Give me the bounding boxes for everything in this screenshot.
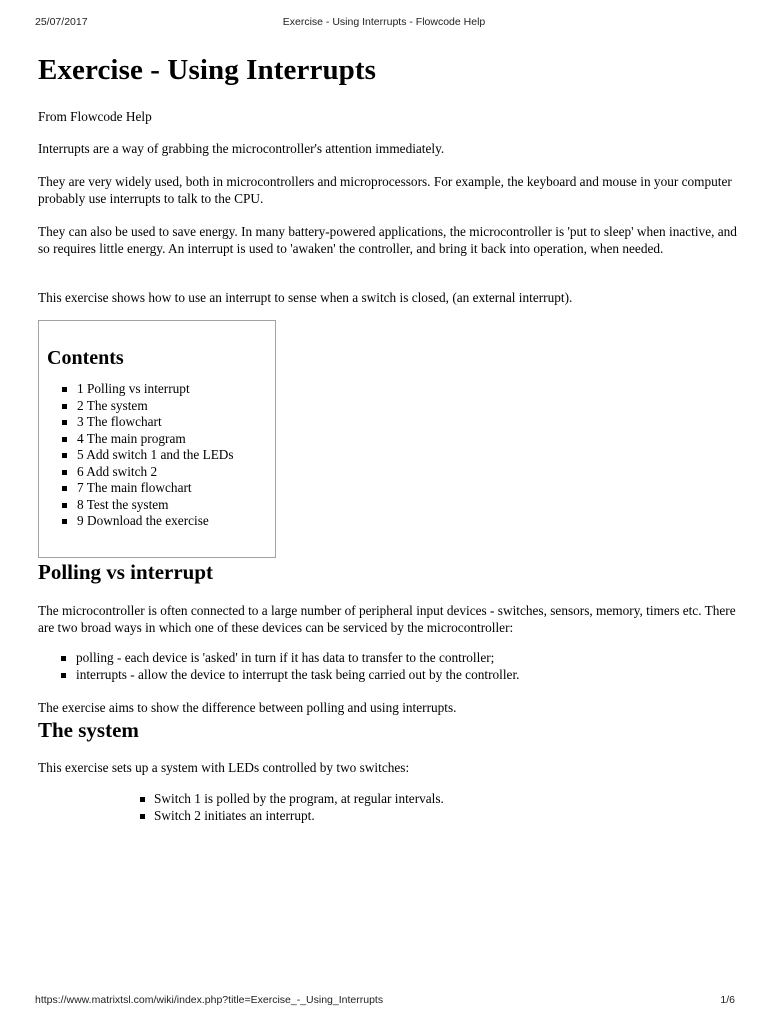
section-paragraph: The exercise aims to show the difference between polling and using interrupts. bbox=[38, 700, 457, 715]
table-of-contents bbox=[38, 320, 276, 558]
bullet-list bbox=[38, 791, 738, 824]
toc-item-the-main-program[interactable]: 4 The main program bbox=[47, 431, 267, 448]
toc-item-the-system[interactable]: 2 The system bbox=[47, 398, 267, 415]
list-item: polling - each device is 'asked' in turn if it has data to transfer to the controller; bbox=[38, 650, 738, 667]
page-title: Exercise - Using Interrupts bbox=[38, 54, 377, 86]
toc-item-main-flowchart[interactable]: 7 The main flowchart bbox=[47, 480, 267, 497]
section-heading-polling: Polling vs interrupt bbox=[38, 560, 214, 584]
print-date: 25/07/2017 bbox=[35, 16, 88, 28]
section-paragraph: This exercise sets up a system with LEDs controlled by two switches: bbox=[38, 760, 410, 775]
list-item: Switch 2 initiates an interrupt. bbox=[38, 808, 738, 825]
intro-paragraph-1: Interrupts are a way of grabbing the microcontroller's attention immediately. bbox=[38, 141, 445, 156]
section-heading-system: The system bbox=[38, 718, 139, 742]
source-line: From Flowcode Help bbox=[38, 109, 152, 124]
bullet-list bbox=[38, 650, 738, 683]
intro-paragraph-4: This exercise shows how to use an interrupt to sense when a switch is closed, (an external interrupt). bbox=[38, 290, 573, 305]
toc-item-the-flowchart[interactable]: 3 The flowchart bbox=[47, 414, 267, 431]
toc-title: Contents bbox=[47, 347, 124, 369]
toc-item-test-the-system[interactable]: 8 Test the system bbox=[47, 497, 267, 514]
list-item: interrupts - allow the device to interrupt the task being carried out by the controller. bbox=[38, 667, 738, 684]
toc-list bbox=[47, 381, 267, 530]
intro-paragraph-2: They are very widely used, both in microcontrollers and microprocessors. For example, the keyboard and mouse in your computer probably use interrupts to talk to the CPU. bbox=[38, 174, 732, 206]
article bbox=[38, 52, 738, 824]
section-paragraph: The microcontroller is often connected to a large number of peripheral input devices - switches, sensors, memory, timers etc. There are two broad ways in which one of these devices can be serviced by the microcontroller: bbox=[38, 603, 736, 635]
toc-item-add-switch-1[interactable]: 5 Add switch 1 and the LEDs bbox=[47, 447, 267, 464]
print-title: Exercise - Using Interrupts - Flowcode Help bbox=[282, 16, 486, 28]
toc-item-polling-vs-interrupt[interactable]: 1 Polling vs interrupt bbox=[47, 381, 267, 398]
intro-paragraph-3: They can also be used to save energy. In many battery-powered applications, the microcontroller is 'put to sleep' when inactive, and so requires little energy. An interrupt is used to 'awaken' the controller, and bring it back into operation, when needed. bbox=[38, 224, 737, 256]
page-number: 1/6 bbox=[720, 994, 735, 1006]
page-url: https://www.matrixtsl.com/wiki/index.php?title=Exercise_-_Using_Interrupts bbox=[35, 994, 384, 1006]
toc-item-download-exercise[interactable]: 9 Download the exercise bbox=[47, 513, 267, 530]
list-item: Switch 1 is polled by the program, at regular intervals. bbox=[38, 791, 738, 808]
toc-item-add-switch-2[interactable]: 6 Add switch 2 bbox=[47, 464, 267, 481]
